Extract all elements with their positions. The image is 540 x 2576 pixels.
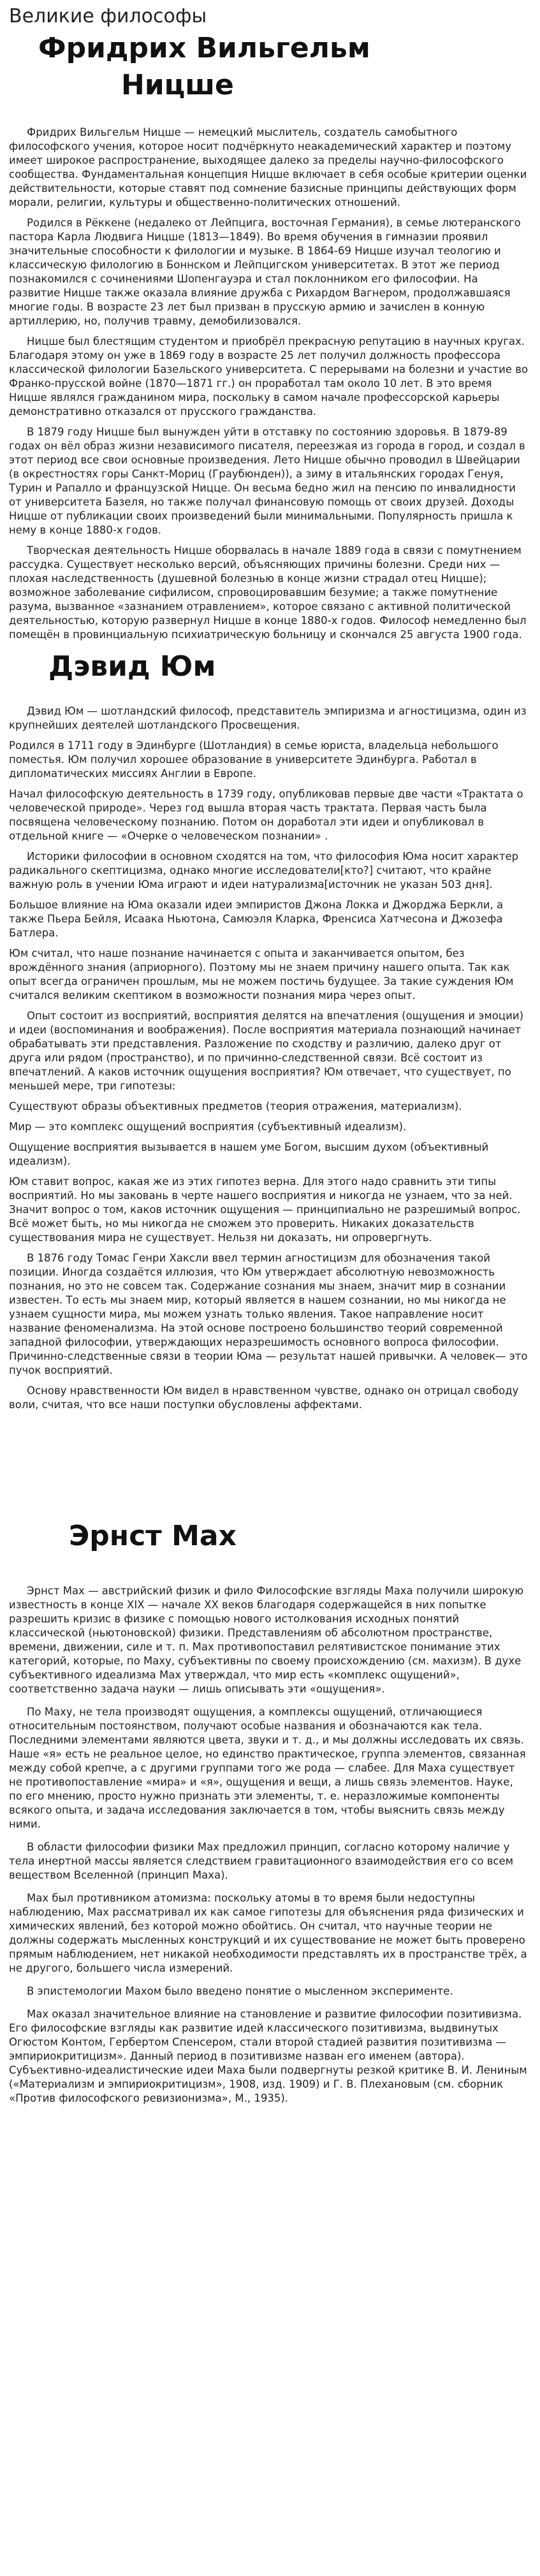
paragraph: Фридрих Вильгельм Ницше — немецкий мыслитель, создатель самобытного философского учения, которое носит подчёркнуто неакадемический характер и поэтому имеет широкое распространение, выходящее далеко за пределы научно-философского сообщества. Фундаментальная концепция Ницше включает в себя особые критерии оценки действительности, которые ставят под сомнение базисные принципы действующих форм морали, религии, культуры и общественно-политических отношений. — [9, 126, 527, 208]
section-title-nietzsche-line2: Ницше — [121, 69, 234, 101]
section-nietzsche — [9, 30, 529, 642]
paragraph: Родился в 1711 году в Эдинбурге (Шотландия) в семье юриста, владельца небольшого поместья. Юм получил хорошее образование в университете Эдинбурга. Работал в дипломатических миссиях Англии в Европе. — [9, 739, 499, 780]
document-title: Великие философы — [9, 5, 207, 27]
paragraph: В 1879 году Ницше был вынужден уйти в отставку по состоянию здоровья. В 1879-89 годах он вёл образ жизни независимого писателя, переезжая из города в город, и создал в этот период все свои основные произведения. Лето Ницше обычно проводил в Швейцарии (в окрестностях горы Санкт-Мориц (Граубюнден)), а зиму в итальянских городах Генуя, Турин и Рапалло и французской Ницце. Он весьма бедно жил на пенсию по инвалидности от университета Базеля, но также получал финансовую помощь от своих друзей. Доходы Ницше от публикации своих произведений были минимальными. Популярность пришла к нему в конце 1880-х годов. — [9, 426, 525, 536]
paragraph: Мах был противником атомизма: поскольку атомы в то время были недоступны наблюдению, Мах рассматривал их как самое гипотезы для объяснения ряда физических и химических явлений, без которой можно обойтись. Он считал, что научные теории не должны содержать мысленных конструкций и их существование не может быть проверено прямым наблюдением, нет никакой необходимости представлять их в пространстве трёх, а не другого, большего числа измерений. — [9, 1892, 527, 1974]
paragraph: В области философии физики Мах предложил принцип, согласно которому наличие у тела инертной массы является следствием гравитационного взаимодействия его со всем веществом Вселенной (принцип Маха). — [9, 1841, 514, 1881]
paragraph: Историки философии в основном сходятся на том, что философия Юма носит характер радикального скептицизма, однако многие исследователи[кто?] считают, что крайне важную роль в учении Юма играют и идеи натурализма[источник не указан 503 дня]. — [9, 850, 519, 891]
paragraph: Юм считал, что наше познание начинается с опыта и заканчивается опытом, без врождённого знания (априорного). Поэтому мы не знаем причину нашего опыта. Так как опыт всегда ограничен прошлым, мы не можем постичь будущее. За такие суждения Юм считался великим скептиком в возможности познания мира через опыт. — [9, 947, 514, 1001]
paragraph: Юм ставит вопрос, какая же из этих гипотез верна. Для этого надо сравнить эти типы восприятий. Но мы заковань в черте нашего восприятия и никогда не узнаем, что за ней. Значит вопрос о том, каков источник ощущения — принципиально не разрешимый вопрос. Всё может быть, но мы никогда не сможем это проверить. Никаких доказательств существования мира не существует. Нельзя ни доказать, ни опровергнуть. — [9, 1175, 521, 1244]
paragraph: Большое влияние на Юма оказали идеи эмпиристов Джона Локка и Джорджа Беркли, а также Пьера Бейля, Исаака Ньютона, Самюэля Кларка, Френсиса Хатчесона и Джозефа Батлера. — [9, 899, 504, 939]
paragraph: Ницше был блестящим студентом и приобрёл прекрасную репутацию в научных кругах. Благодаря этому он уже в 1869 году в возрасте 25 лет получил должность профессора классической филологии Базельского университета. С перерывами на болезни и участие во Франко-прусской войне (1870—1871 гг.) он проработал там около 10 лет. В это время Ницше являлся гражданином мира, поскольку в самом начале профессорской карьеры демонстративно отказался от прусского гражданства. — [9, 335, 529, 418]
paragraph: Творческая деятельность Ницше оборвалась в начале 1889 года в связи с помутнением рассудка. Существует несколько версий, объясняющих причины болезни. Среди них — плохая наследственность (душевной болезнью в конце жизни страдал отец Ницше); возможное заболевание сифилисом, спровоцировавшим безумие; а также помутнение разума, вызванное «зазнанием отравлением», которое связано с активной политической деятельностью, которую развернул Ницше в конце 1880-х годов. Философ немедленно был помещён в провинциальную психиатрическую больницу и скончался 25 августа 1900 года. — [9, 544, 527, 641]
paragraph: Дэвид Юм — шотландский философ, представитель эмпиризма и агностицизма, один из крупнейших деятелей шотландского Просвещения. — [9, 705, 527, 731]
paragraph: Мах оказал значительное влияние на становление и развитие философии позитивизма. Его философские взгляды как развитие идей классического позитивизма, выдвинутых Огюстом Контом, Гербертом Спенсером, стали второй стадией развития позитивизма — эмпириокритицизм». Данный период в позитивизме назван его именем (автора). Субъективно-идеалистические идеи Маха были подвергнуты резкой критике В. И. Лениным («Материализм и эмпириокритицизм», 1908, изд. 1909) и Г. В. Плехановым (см. сборник «Против философского ревизионизма», М., 1935). — [9, 2008, 527, 2104]
paragraph: В эпистемологии Махом было введено понятие о мысленном эксперименте. — [27, 1985, 453, 1997]
paragraph: Существуют образы объективных предметов (теория отражения, материализм). — [9, 1100, 462, 1112]
paragraph: Родился в Рёккене (недалеко от Лейпцига, восточная Германия), в семье лютеранского пастора Карла Людвига Ницше (1813—1849). Во время обучения в гимназии проявил значительные способности к филологии и музыке. В 1864-69 Ницше изучал теологию и классическую филологию в Боннском и Лейпцигском университетах. В этот же период познакомился с сочинениями Шопенгауэра и стал поклонником его философии. На развитие Ницше также оказала влияние дружба с Рихардом Вагнером, продолжавшаяся многие годы. В возрасте 23 лет был призван в прусскую армию и зачислен в конную артиллерию, но, получив травму, демобилизовался. — [9, 217, 521, 327]
paragraph: Мир — это комплекс ощущений восприятия (субъективный идеализм). — [9, 1121, 407, 1133]
section-mach — [9, 1518, 529, 2106]
paragraph: Основу нравственности Юм видел в нравственном чувстве, однако он отрицал свободу воли, считая, что все наши поступки обусловлены аффектами. — [9, 1385, 519, 1411]
paragraph: Начал философскую деятельность в 1739 году, опубликовав первые две части «Трактата о человеческой природе». Через год вышла вторая часть трактата. Первая часть была посвящена человеческому познанию. Потом он доработал эти идеи и опубликовал в отдельной книге — «Очерке о человеческом познании» . — [9, 788, 523, 842]
section-title-hume: Дэвид Юм — [48, 650, 216, 683]
section-title-mach: Эрнст Мах — [69, 1520, 237, 1552]
paragraph: Ощущение восприятия вызывается в нашем уме Богом, высшим духом (объективный идеализм). — [9, 1141, 489, 1167]
paragraph: По Маху, не тела производят ощущения, а комплексы ощущений, отличающиеся относительным постоянством, получают особые названия и обозначаются как тела. Последними элементами являются цвета, звуки и т. д., и мы должны исследовать их связь. Наше «я» есть не реальное целое, но единство практическое, группа элементов, связанная между собой крепче, а с другими группами того же рода — слабее. Для Маха существует не противопоставление «мира» и «я», ощущения и вещи, а лишь связь элементов. Науке, по его мнению, просто нужно признать эти элементы, т. е. неразложимые компоненты всякого опыта, и задача исследования заключается в том, чтобы выяснить связь между ними. — [9, 1706, 526, 1830]
section-title-nietzsche: Фридрих Вильгельм — [38, 32, 370, 64]
paragraph: Опыт состоит из восприятий, восприятия делятся на впечатления (ощущения и эмоции) и идеи (воспоминания и воображения). После восприятия материала познающий начинает обрабатывать эти представления. Разложение по сходству и различию, далеко друг от друга или рядом (пространство), и по причинно-следственной связи. Всё состоит из впечатлений. А каков источник ощущения восприятия? Юм отвечает, что существует, по меньшей мере, три гипотезы: — [9, 1010, 524, 1092]
paragraph: В 1876 году Томас Генри Хаксли ввел термин агностицизм для обозначения такой позиции. Иногда создаётся иллюзия, что Юм утверждает абсолютную невозможность познания, но это не совсем так. Содержание сознания мы знаем, значит мир в сознании известен. То есть мы знаем мир, который является в нашем сознании, но мы никогда не узнаем сущности мира, мы можем узнать только явления. Такое направление носит название феноменализма. На этой основе построено большинство теорий современной западной философии, утверждающих неразрешимость основного вопроса философии. Причинно-следственные связи в теории Юма — результат нашей привычки. А человек— это пучок восприятий. — [9, 1252, 528, 1376]
paragraph: Эрнст Мах — австрийский физик и фило Философские взгляды Маха получили широкую известность в конце XIX — начале XX веков благодаря содержащейся в них попытке разрешить кризис в физике с помощью нового истолкования исходных понятий классической (ньютоновской) физики. Представлениям об абсолютном пространстве, времени, движении, силе и т. п. Мах противопоставил релятивистское понимание этих категорий, которые, по Маху, субъективны по своему происхождению (см. махизм). В духе субъективного идеализма Мах утверждал, что мир есть «комплекс ощущений», соответственно задача науки — лишь описывать эти «ощущения». — [9, 1585, 524, 1695]
section-hume — [9, 648, 529, 1412]
